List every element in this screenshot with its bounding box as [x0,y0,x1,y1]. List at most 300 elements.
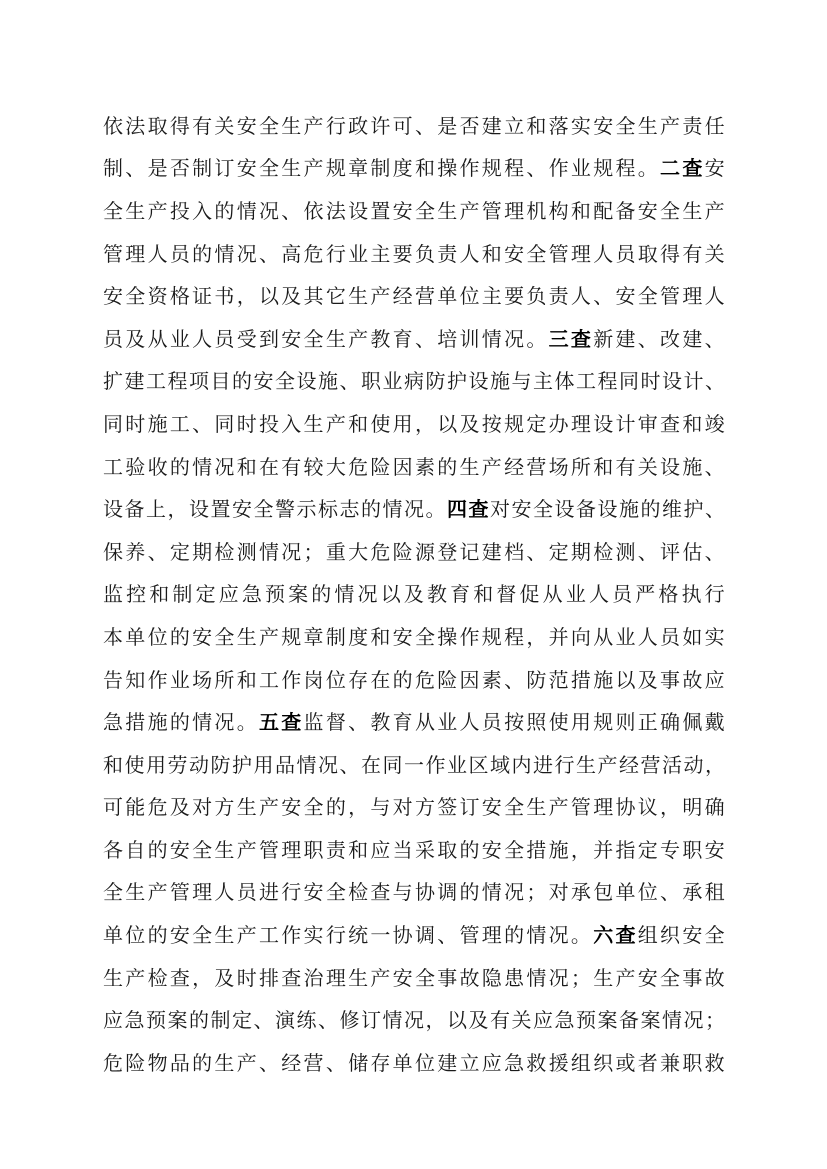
text-char: 况 [404,1008,424,1033]
text-line [103,359,725,402]
text-char: 训 [459,326,480,351]
text-char: ， [425,1008,446,1033]
text-char: 救 [526,1050,547,1075]
text-char: 规 [481,624,502,649]
text-char: 订 [459,795,480,820]
text-char: 动 [683,752,704,777]
text-char: 协 [615,795,636,820]
text-char: 测 [236,539,257,564]
text-char: 产 [303,113,324,138]
text-char: 程 [597,369,618,394]
text-char: 法 [325,198,346,223]
text-char: ； [526,880,547,905]
text-char: 进 [533,752,553,777]
text-char: 急 [103,710,123,735]
text-char: 施 [318,369,338,394]
text-char: 人 [459,241,480,266]
text-char: 许 [370,113,391,138]
text-char: 竣 [704,411,725,436]
text-char: 在 [258,454,279,479]
text-char: 者 [637,1050,658,1075]
text-char: 、 [704,454,725,479]
text-char: 取 [637,241,658,266]
text-char: 理 [682,284,703,309]
text-char: 的 [192,1050,213,1075]
text-char: ， [570,837,591,862]
text-char: 调 [414,923,435,948]
text-char: 正 [637,710,658,735]
text-char: 动 [189,752,209,777]
text-char: 时 [236,965,257,990]
text-char: 生 [637,113,658,138]
text-char: 立 [504,113,525,138]
text-char: 全 [660,965,681,990]
section-marker-char: 六 [593,923,614,948]
text-char: 排 [258,965,279,990]
text-char: 产 [258,795,279,820]
text-char: 防 [210,752,231,777]
text-char: 员 [103,326,123,351]
text-char: 安 [392,198,413,223]
text-char: 故 [459,965,480,990]
text-char: 源 [414,539,435,564]
text-char: 机 [526,198,547,223]
text-char: 和 [593,454,614,479]
text-char: 的 [189,1008,209,1033]
text-char: 及 [459,411,480,436]
text-char: 、 [705,369,725,394]
text-char: 订 [214,156,235,181]
text-char: 生 [125,880,146,905]
text-char: 施 [147,710,168,735]
text-char: 业 [615,624,636,649]
text-char: 设 [593,411,614,436]
text-char: 施 [619,497,639,522]
text-char: 措 [570,667,591,692]
text-char: 作 [459,624,480,649]
text-char: 护 [683,497,704,522]
text-char: 投 [169,198,190,223]
text-char: 劳 [167,752,188,777]
text-char: 、 [705,497,725,522]
text-char: 全 [325,880,346,905]
text-char: 况 [236,241,257,266]
text-char: ， [660,795,681,820]
text-char: 存 [370,1050,391,1075]
text-char: 指 [615,837,636,862]
text-char: 如 [682,624,703,649]
text-char: 生 [348,284,369,309]
text-char: 它 [325,284,346,309]
text-char: 安 [593,113,614,138]
text-char: 审 [637,411,658,436]
text-char: 急 [554,1008,575,1033]
text-char: 备 [576,497,596,522]
text-char: 本 [103,624,123,649]
text-char: 品 [275,752,295,777]
text-char: 位 [325,667,346,692]
text-char: 。 [236,710,257,735]
text-char: 培 [437,326,458,351]
text-char: 严 [635,582,656,607]
text-char: 包 [593,880,614,905]
text-char: 人 [214,880,235,905]
text-char: 产 [303,156,324,181]
text-char: 程 [504,156,525,181]
text-char: 计 [615,411,636,436]
text-char: 定 [637,837,658,862]
text-char: 和 [348,837,369,862]
section-marker-char: 查 [570,326,591,351]
text-char: 及 [214,965,235,990]
text-char: 职 [361,369,381,394]
text-char: 单 [615,880,636,905]
text-char: 预 [576,1008,596,1033]
text-char: 入 [281,411,302,436]
text-char: 大 [325,454,346,479]
text-char: 主 [481,284,502,309]
text-char: 构 [548,198,569,223]
text-char: 况 [281,539,302,564]
text-char: 设 [189,497,209,522]
text-char: 安 [392,624,413,649]
text-char: 佩 [682,710,703,735]
text-char: 单 [437,284,458,309]
text-char: 产 [147,880,168,905]
text-char: 全 [504,795,525,820]
text-char: 内 [511,752,532,777]
text-char: 危 [147,795,168,820]
text-char: 安 [704,837,725,862]
text-char: 的 [437,454,458,479]
text-char: 施 [548,837,569,862]
text-char: 应 [481,1050,502,1075]
text-char: 业 [169,326,190,351]
text-char: 是 [147,156,168,181]
text-char: 安 [236,156,257,181]
text-char: 改 [660,326,681,351]
text-char: 全 [414,624,435,649]
text-char: 安 [192,624,213,649]
text-char: 作 [459,156,480,181]
text-char: 扩 [103,369,123,394]
text-char: 产 [481,454,502,479]
text-char: 、 [348,710,369,735]
text-char: 检 [147,965,168,990]
text-char: 政 [348,113,369,138]
text-char: 所 [214,667,235,692]
text-char: 制 [192,156,213,181]
text-char: 全 [192,923,213,948]
text-char: 人 [192,326,213,351]
text-char: 和 [149,582,170,607]
text-char: 故 [682,667,703,692]
text-char: 时 [640,369,661,394]
text-char: 全 [258,156,279,181]
text-char: 能 [125,795,146,820]
text-char: 素 [481,667,502,692]
text-char: 、 [339,752,360,777]
text-char: 储 [348,1050,369,1075]
text-char: 、 [414,113,435,138]
text-char: 危 [414,667,435,692]
text-char: 规 [325,156,346,181]
text-char: 业 [382,369,403,394]
text-char: 和 [236,667,257,692]
text-char: 险 [125,1050,146,1075]
text-char: 活 [662,752,682,777]
text-char: 营 [303,1050,324,1075]
text-line [103,486,725,529]
text-char: 存 [348,667,369,692]
text-char: 施 [682,454,703,479]
text-char: 用 [570,710,591,735]
text-char: 管 [548,241,569,266]
text-char: 规 [593,156,614,181]
text-char: 况 [548,965,569,990]
text-char: 情 [258,539,279,564]
text-char: 育 [392,326,413,351]
text-char: 维 [662,497,682,522]
text-char: 有 [682,241,703,266]
text-line [103,699,725,742]
text-char: 有 [615,454,636,479]
text-char: 责 [437,241,458,266]
text-char: 计 [683,369,704,394]
text-char: 产 [459,198,480,223]
text-char: 建 [437,1050,458,1075]
text-char: 标 [318,497,338,522]
text-char: 安 [103,284,123,309]
text-char: 况 [504,326,525,351]
text-char: 单 [103,923,123,948]
text-char: 、 [253,1008,274,1033]
text-char: 工 [103,454,123,479]
text-char: 、 [147,539,168,564]
text-char: 人 [637,624,658,649]
text-char: 租 [704,880,725,905]
text-char: 护 [447,369,467,394]
text-char: 全 [192,837,213,862]
text-char: 业 [447,752,467,777]
text-line [103,188,725,231]
text-char: 应 [103,1008,123,1033]
text-char: 生 [348,965,369,990]
text-char: 单 [125,624,146,649]
text-char: 全 [660,198,681,223]
text-char: 关 [704,241,725,266]
text-char: 险 [437,667,458,692]
text-char: 行 [704,582,725,607]
text-char: 对 [490,497,510,522]
text-char: 情 [296,752,317,777]
text-char: 员 [236,880,257,905]
text-char: 的 [640,497,661,522]
text-char: 。 [526,326,547,351]
text-char: 患 [504,965,525,990]
text-char: 定 [195,582,216,607]
text-char: 验 [125,454,146,479]
text-char: 育 [392,710,413,735]
text-char: 全 [533,497,553,522]
text-char: 情 [526,965,547,990]
text-char: 组 [637,923,658,948]
text-char: 的 [232,369,252,394]
text-char: 负 [414,241,435,266]
text-char: 检 [593,539,614,564]
text-char: 安 [253,369,274,394]
text-char: 时 [125,411,146,436]
section-marker-char: 查 [682,156,703,181]
text-line [103,742,725,785]
text-char: 评 [660,539,681,564]
text-char: 全 [637,284,658,309]
text-char: 、 [318,1008,338,1033]
text-char: 入 [192,198,213,223]
text-char: 制 [370,156,391,181]
text-line [103,316,725,359]
text-char: 险 [392,539,413,564]
text-char: 以 [380,582,401,607]
text-char: 情 [662,1008,682,1033]
text-char: 协 [414,880,435,905]
text-char: 和 [682,411,703,436]
text-char: 组 [570,1050,591,1075]
text-char: 重 [325,539,346,564]
text-char: 全 [253,497,274,522]
text-char: 检 [214,539,235,564]
text-char: 责 [548,284,569,309]
text-char: 的 [361,497,381,522]
text-char: 建 [682,326,703,351]
text-char: 安 [232,497,252,522]
text-char: 理 [281,837,302,862]
text-char: 及 [169,795,190,820]
text-char: 产 [236,923,257,948]
text-char: 规 [504,411,525,436]
text-char: 急 [124,1008,145,1033]
text-char: 况 [683,1008,704,1033]
text-char: 责 [325,837,346,862]
text-char: 订 [361,1008,381,1033]
section-marker-char: 查 [615,923,636,948]
text-char: 负 [526,284,547,309]
text-char: 程 [504,624,525,649]
text-char: 产 [548,795,569,820]
text-char: 情 [481,326,502,351]
text-char: 管 [660,284,681,309]
text-char: 查 [281,965,302,990]
text-char: 安 [281,795,302,820]
text-char: 、 [660,880,681,905]
text-char: 、 [637,326,658,351]
text-char: 和 [526,113,547,138]
text-char: 进 [258,880,279,905]
text-char: 在 [370,667,391,692]
text-char: 育 [450,582,471,607]
text-line [103,785,725,828]
text-char: 营 [414,284,435,309]
text-char: 练 [296,1008,317,1033]
text-char: 全 [303,795,324,820]
text-char: 同 [619,369,639,394]
text-char: 行 [281,880,302,905]
text-char: 安 [281,326,302,351]
text-char: 全 [414,198,435,223]
text-char: 危 [370,539,391,564]
text-char: 应 [533,1008,553,1033]
text-char: 控 [126,582,147,607]
text-char: 以 [258,284,279,309]
text-char: 保 [103,539,123,564]
text-char: 危 [303,241,324,266]
text-char: 一 [404,752,424,777]
text-char: 警 [275,497,295,522]
text-char: 位 [637,880,658,905]
text-char: 业 [437,710,458,735]
text-char: 产 [236,837,257,862]
text-char: 否 [459,113,480,138]
text-char: 高 [281,241,302,266]
text-char: 位 [414,1050,435,1075]
text-char: 全 [704,923,725,948]
text-char: 情 [481,880,502,905]
text-char: 目 [210,369,231,394]
text-char: ； [570,965,591,990]
text-char: 岗 [303,667,324,692]
text-char: 办 [548,411,569,436]
text-char: 按 [481,411,502,436]
text-char: 、 [704,326,725,351]
text-char: 应 [704,667,725,692]
text-char: 承 [570,880,591,905]
text-char: 投 [258,411,279,436]
text-char: 经 [281,1050,302,1075]
text-char: 理 [504,198,525,223]
text-char: ， [236,284,257,309]
text-char: 否 [169,156,190,181]
text-char: 治 [303,965,324,990]
text-char: 和 [414,156,435,181]
text-char: 险 [370,454,391,479]
text-char: 业 [565,582,586,607]
text-char: 监 [103,582,123,607]
text-line [103,401,725,444]
text-char: 员 [214,326,235,351]
text-char: 主 [370,241,391,266]
text-char: 生 [593,965,614,990]
text-char: 管 [103,241,123,266]
text-char: 备 [615,198,636,223]
text-char: 生 [281,113,302,138]
text-line [103,273,725,316]
text-char: 知 [125,667,146,692]
text-char: 织 [593,1050,614,1075]
text-char: 查 [660,411,681,436]
text-char: 施 [147,411,168,436]
text-char: 同 [382,752,403,777]
text-char: 规 [481,156,502,181]
text-char: 对 [548,880,569,905]
text-char: 从 [542,582,563,607]
text-char: 照 [526,710,547,735]
text-char: 情 [334,582,355,607]
text-char: 经 [504,454,525,479]
text-char: 和 [570,198,591,223]
text-char: 、 [339,369,360,394]
text-char: 事 [682,965,703,990]
text-char: 的 [459,837,480,862]
